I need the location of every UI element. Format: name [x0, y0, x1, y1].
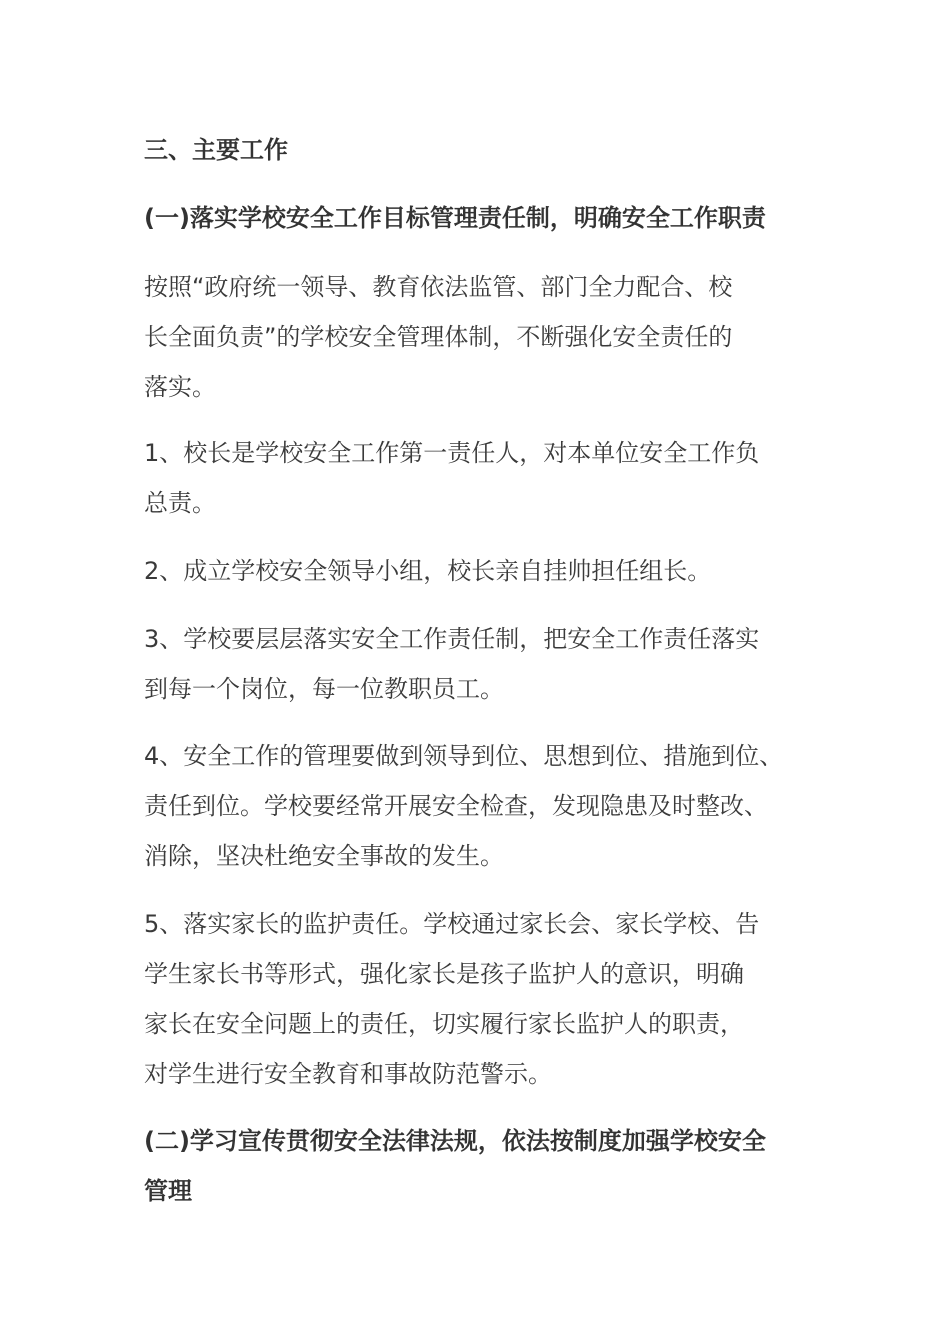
subsection-2-line: 管理 — [144, 1177, 192, 1205]
section-title: 三、主要工作 — [144, 136, 288, 164]
item-line: 4、安全工作的管理要做到领导到位、思想到位、措施到位、 — [144, 742, 784, 770]
item-line: 到每一个岗位，每一位教职员工。 — [144, 675, 504, 703]
item-line: 2、成立学校安全领导小组，校长亲自挂帅担任组长。 — [144, 557, 712, 585]
intro-paragraph — [144, 262, 824, 412]
item-line: 家长在安全问题上的责任，切实履行家长监护人的职责， — [144, 1010, 744, 1038]
intro-line: 落实。 — [144, 373, 216, 401]
item-1-paragraph — [144, 428, 824, 528]
subsection-2-title — [144, 1116, 766, 1216]
item-4-paragraph — [144, 731, 824, 881]
item-line: 总责。 — [144, 489, 216, 517]
item-line: 1、校长是学校安全工作第一责任人，对本单位安全工作负 — [144, 439, 760, 467]
subsection-1-title: (一)落实学校安全工作目标管理责任制，明确安全工作职责 — [144, 204, 766, 232]
item-line: 3、学校要层层落实安全工作责任制，把安全工作责任落实 — [144, 625, 760, 653]
intro-line: 按照“政府统一领导、教育依法监管、部门全力配合、校 — [144, 273, 733, 301]
item-2-paragraph — [144, 546, 824, 596]
item-line: 5、落实家长的监护责任。学校通过家长会、家长学校、告 — [144, 910, 760, 938]
intro-line: 长全面负责”的学校安全管理体制，不断强化安全责任的 — [144, 323, 733, 351]
item-line: 对学生进行安全教育和事故防范警示。 — [144, 1060, 552, 1088]
item-line: 责任到位。学校要经常开展安全检查，发现隐患及时整改、 — [144, 792, 768, 820]
item-5-paragraph — [144, 899, 824, 1099]
item-line: 消除，坚决杜绝安全事故的发生。 — [144, 842, 504, 870]
item-line: 学生家长书等形式，强化家长是孩子监护人的意识，明确 — [144, 960, 744, 988]
subsection-2-line: (二)学习宣传贯彻安全法律法规，依法按制度加强学校安全 — [144, 1127, 766, 1155]
item-3-paragraph — [144, 614, 824, 714]
